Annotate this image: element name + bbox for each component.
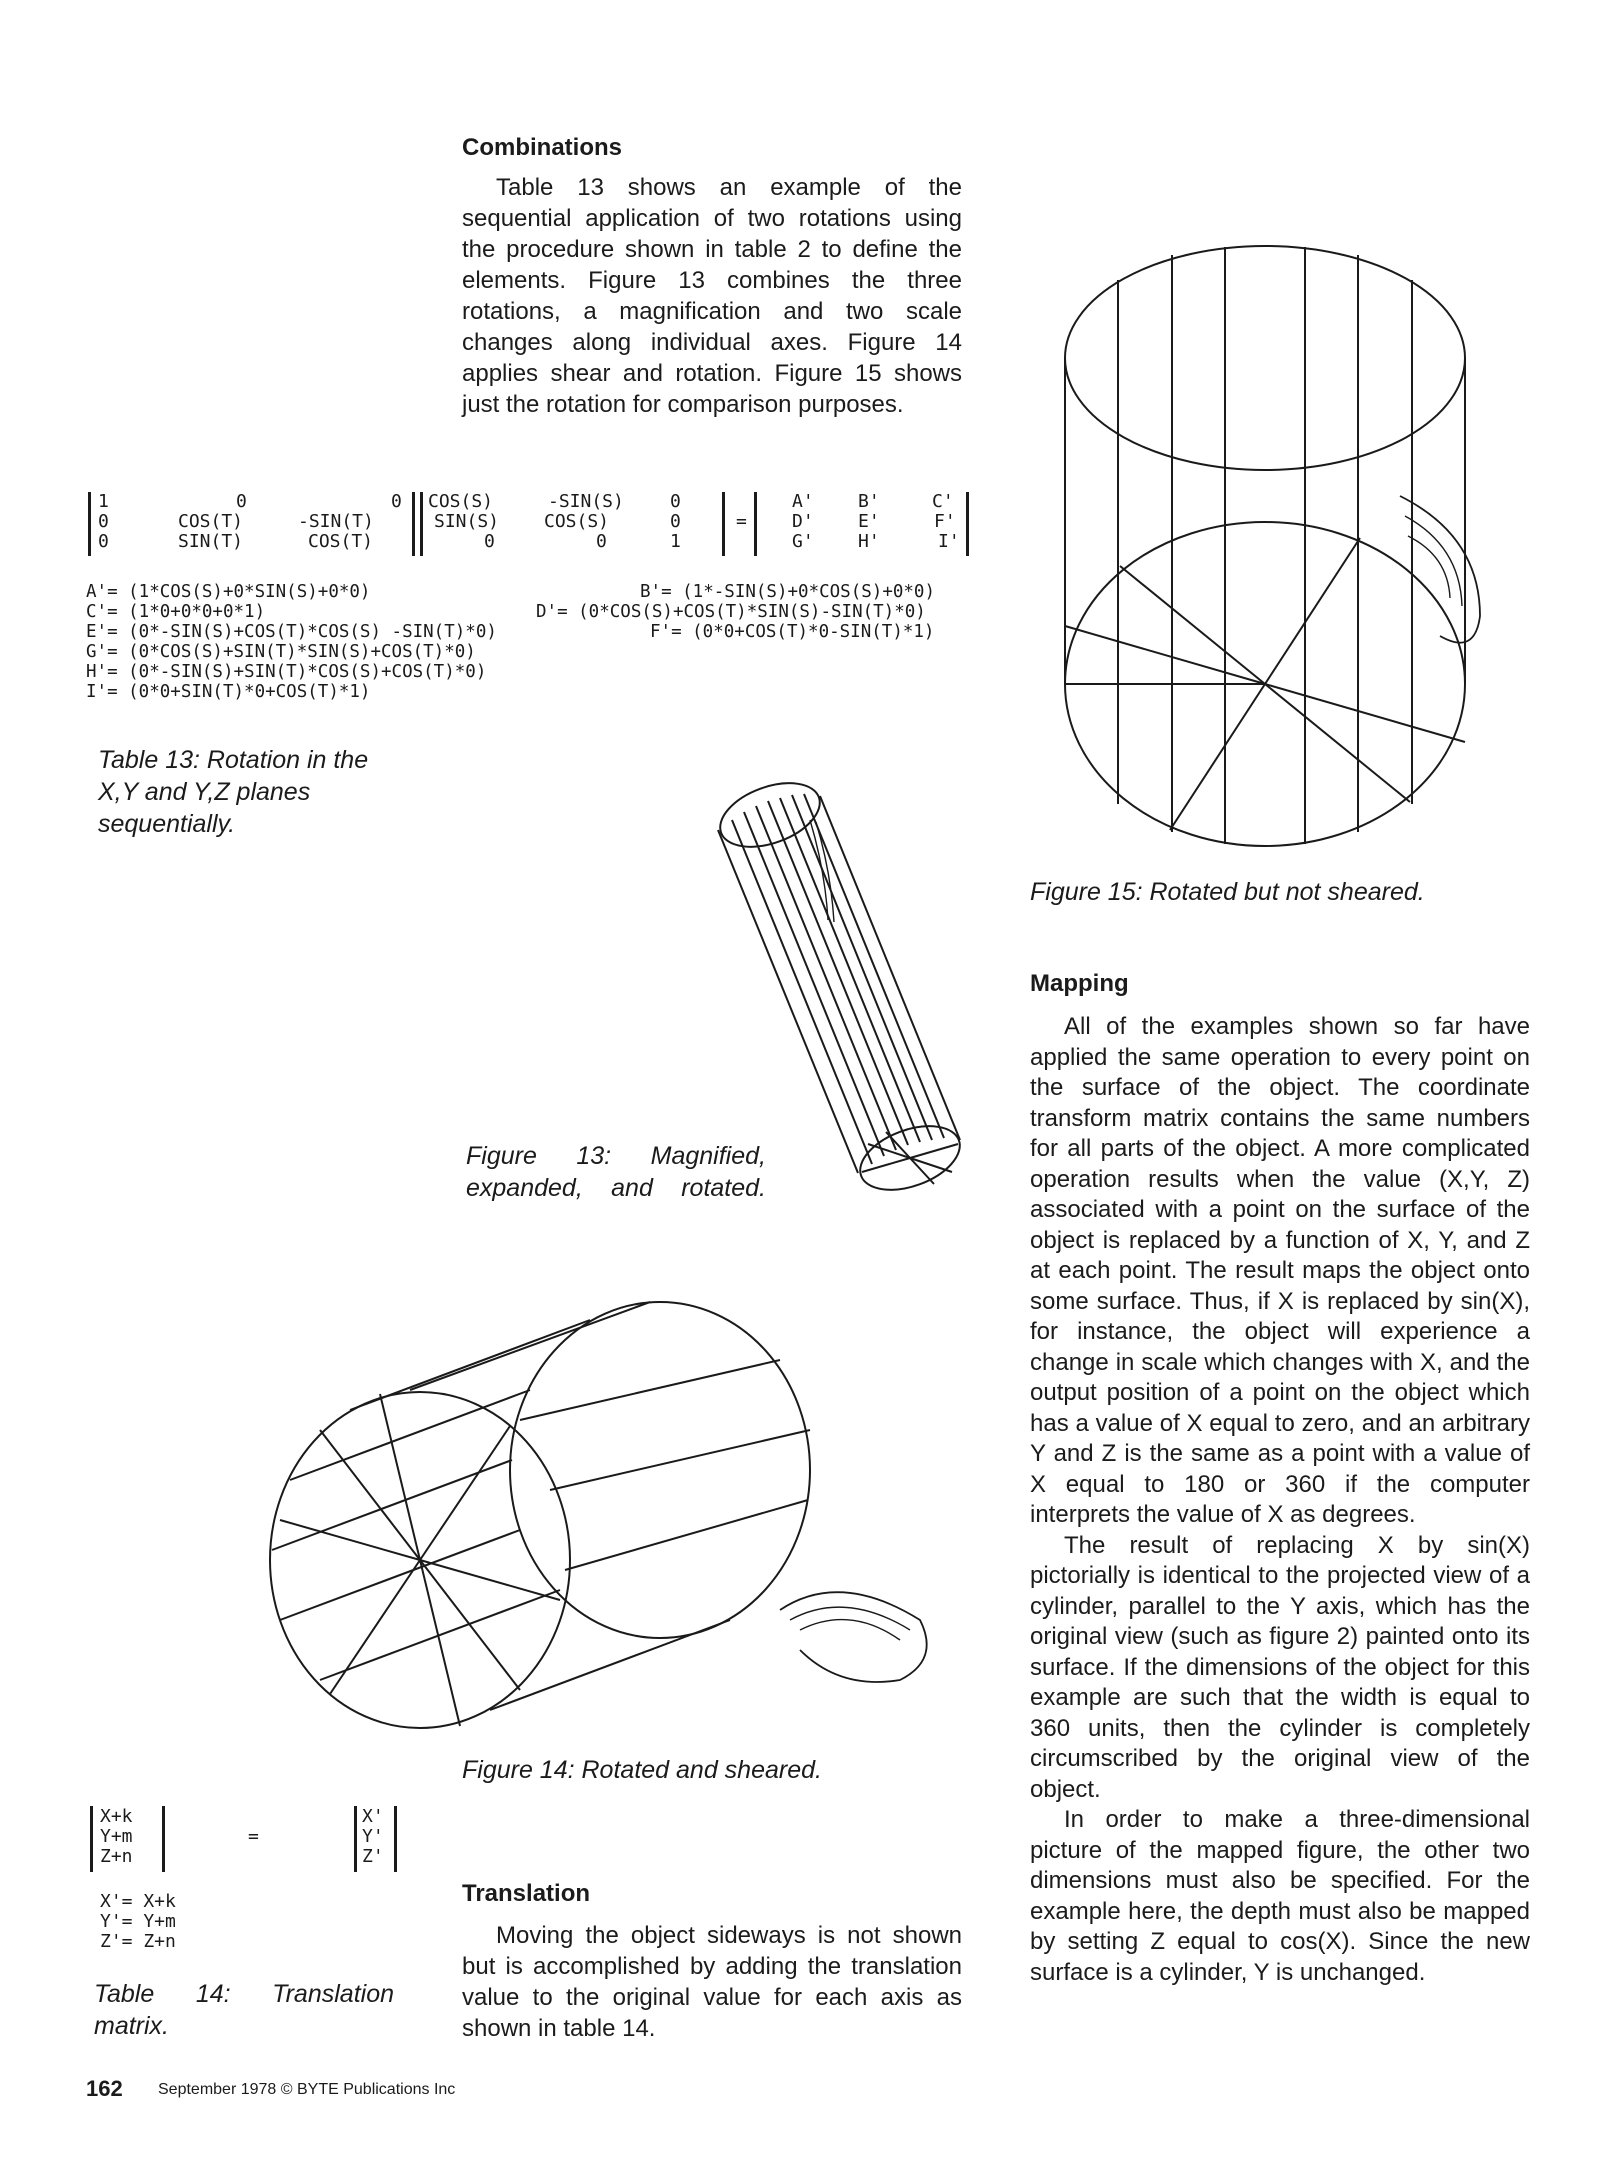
combinations-paragraph: Table 13 shows an example of the sequential application of two rotations using the procedure shown in table 2 to define the elements. Figure 13 combines the three rotations, a magnification and two scale changes along individual axes. Figure 14 applies shear and rotation. Figure 15 shows just the rotation for comparison purposes. [462,174,962,418]
figure14-illustration [260,1290,960,1750]
table14-line: Y'= Y+m [100,1911,176,1932]
mapping-paragraph: All of the examples shown so far have applied the same operation to every point on the surface of the object. The coordinate transform matrix contains the same numbers for all parts of the object. A more complicated operation results when the value (X,Y, Z) associated with a point on the surface of the object is replaced by a function of X, Y, and Z at each point. The result maps the object onto some surface. Thus, if X is replaced by sin(X), for instance, the object will experience a change in scale which changes with X, and the output position of a point on the object which has a value of X equal to zero, and an arbitrary Y and Z is the same as a point with a value of X equal to 180 or 360 if the computer interprets the value of X as degrees. [1030,1013,1530,1528]
table14-line: Z'= Z+n [100,1931,176,1952]
figure13-caption: Figure 13: Magnified, expanded, and rotated. [466,1142,766,1202]
combinations-heading: Combinations [462,134,622,161]
footer-credit: September 1978 © BYTE Publications Inc [158,2081,456,2098]
equation-h: H'= (0*-SIN(S)+SIN(T)*COS(S)+COS(T)*0) [86,662,487,682]
translation-paragraph: Moving the object sideways is not shown but is accomplished by adding the translation value to the original value for each axis as shown in table 14. [462,1922,962,2042]
mapping-heading: Mapping [1030,970,1129,997]
equation-a: A'= (1*COS(S)+0*SIN(S)+0*0) [86,582,371,602]
mapping-paragraph: In order to make a three-dimensional picture of the mapped figure, the other two dimensions must also be specified. For the example here, the depth must also be mapped by setting Z equal to cos(X). Since the new surface is a cylinder, Y is unchanged. [1030,1806,1530,1986]
translation-body [462,1920,962,2044]
table14-matrix: X+k Y+m Z+n = X' Y' Z' [88,1802,408,1892]
figure14-caption: Figure 14: Rotated and sheared. [462,1756,822,1784]
page-number: 162 [86,2076,123,2101]
equation-e: E'= (0*-SIN(S)+COS(T)*COS(S) -SIN(T)*0) [86,622,497,642]
mapping-body [1030,1012,1530,1988]
equation-b: B'= (1*-SIN(S)+0*COS(S)+0*0) [640,582,936,602]
equation-g: G'= (0*COS(S)+SIN(T)*SIN(S)+COS(T)*0) [86,642,476,662]
figure15-illustration [1060,226,1500,866]
figure15-caption: Figure 15: Rotated but not sheared. [1030,878,1425,906]
equation-d: D'= (0*COS(S)+COS(T)*SIN(S)-SIN(T)*0) [536,602,926,622]
table14-line: X'= X+k [100,1891,176,1912]
table14-caption: Table 14: Translation matrix. [94,1980,394,2040]
mapping-paragraph: The result of replacing X by sin(X) pictorially is identical to the projected view of a cylinder, parallel to the Y axis, which has the original view (such as figure 2) painted onto its surface. If the dimensions of the object for this example are such that the width is equal to 360 units, then the cylinder is completely circumscribed by the original view of the object. [1030,1531,1530,1803]
translation-heading: Translation [462,1880,591,1907]
equation-f: F'= (0*0+COS(T)*0-SIN(T)*1) [650,622,935,642]
table13-caption: Table 13: Rotation in the X,Y and Y,Z planes sequentially. [98,746,369,838]
table13-matrix: 1 0 0 0 COS(T) -SIN(T) 0 SIN(T) COS(T) COS(S) -SIN(S) 0 SIN(S) COS(S) 0 0 0 1 = A' B' C' D' E' F' G' H' I' [86,488,1006,560]
equation-c: C'= (1*0+0*0+0*1) [86,602,266,622]
equation-i: I'= (0*0+SIN(T)*0+COS(T)*1) [86,682,371,702]
